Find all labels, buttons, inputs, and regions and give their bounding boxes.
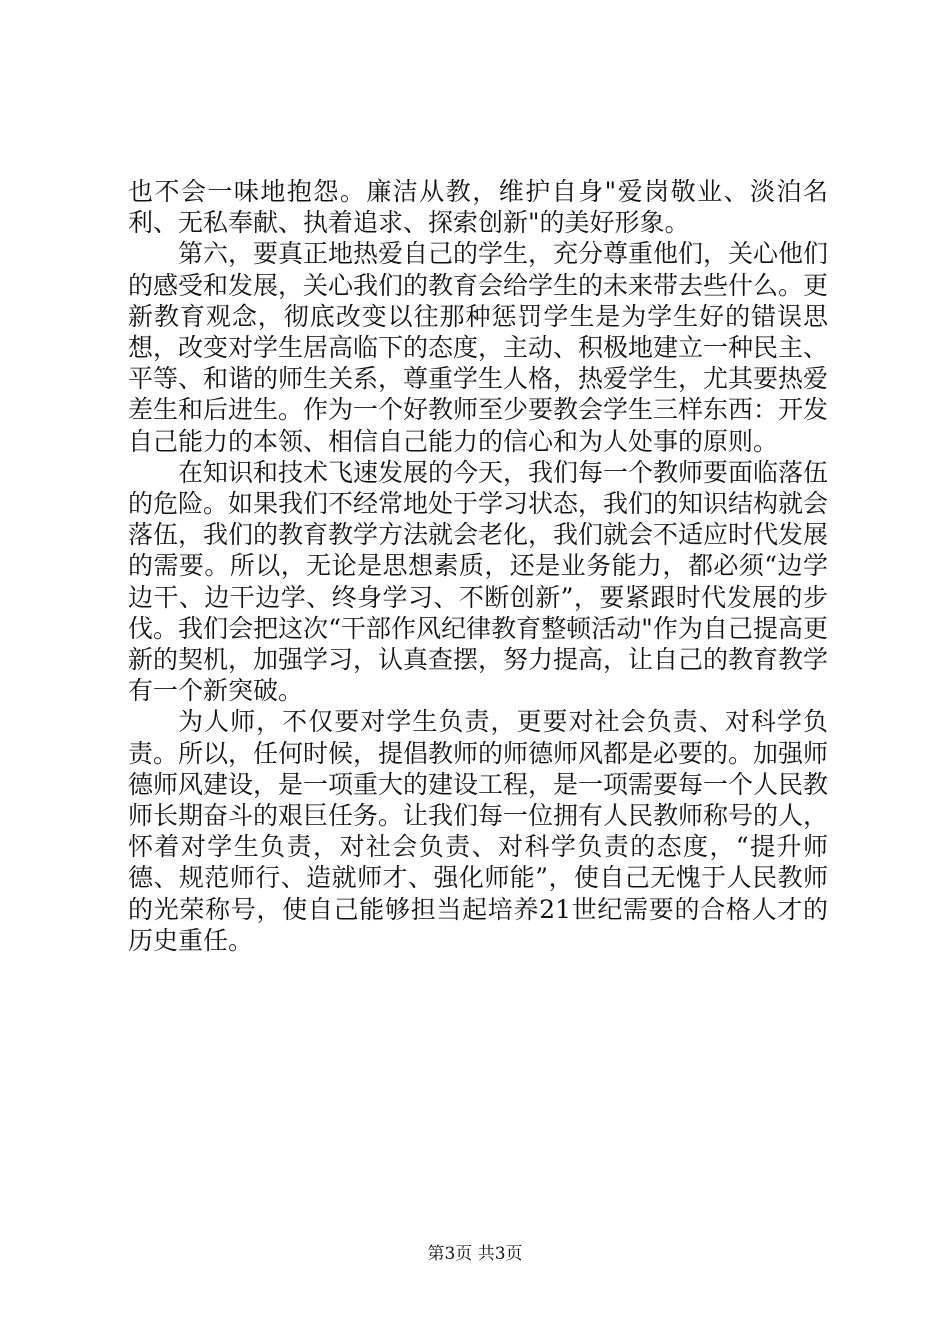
paragraph-2: 第六，要真正地热爱自己的学生，充分尊重他们，关心他们的感受和发展，关心我们的教育会给学生的未来带去些什么。更新教育观念，彻底改变以往那种惩罚学生是为学生好的错误思想，改变对学生居高临下的态度，主动、积极地建立一种民主、平等、和谐的师生关系，尊重学生人格，热爱学生，尤其要热爱差生和后进生。作为一个好教师至少要教会学生三样东西：开发自己能力的本领、相信自己能力的信心和为人处事的原则。 [128,239,829,456]
document-body [128,176,828,956]
paragraph-4: 为人师，不仅要对学生负责，更要对社会负责、对科学负责。所以，任何时候，提倡教师的师德师风都是必要的。加强师德师风建设，是一项重大的建设工程，是一项需要每一个人民教师长期奋斗的艰巨任务。让我们每一位拥有人民教师称号的人，怀着对学生负责，对社会负责、对科学负责的态度，“提升师德、规范师行、造就师才、强化师能”，使自己无愧于人民教师的光荣称号，使自己能够担当起培养21世纪需要的合格人才的历史重任。 [128,707,829,955]
paragraph-3: 在知识和技术飞速发展的今天，我们每一个教师要面临落伍的危险。如果我们不经常地处于学习状态，我们的知识结构就会落伍，我们的教育教学方法就会老化，我们就会不适应时代发展的需要。所以，无论是思想素质，还是业务能力，都必须“边学边干、边干边学、终身学习、不断创新”，要紧跟时代发展的步伐。我们会把这次“干部作风纪律教育整顿活动"作为自己提高更新的契机，加强学习，认真查摆，努力提高，让自己的教育教学有一个新突破。 [128,457,829,706]
page-number-footer: 第3页 共3页 [427,1244,523,1264]
paragraph-1: 也不会一味地抱怨。廉洁从教，维护自身"爱岗敬业、淡泊名利、无私奉献、执着追求、探索创新"的美好形象。 [128,177,828,238]
